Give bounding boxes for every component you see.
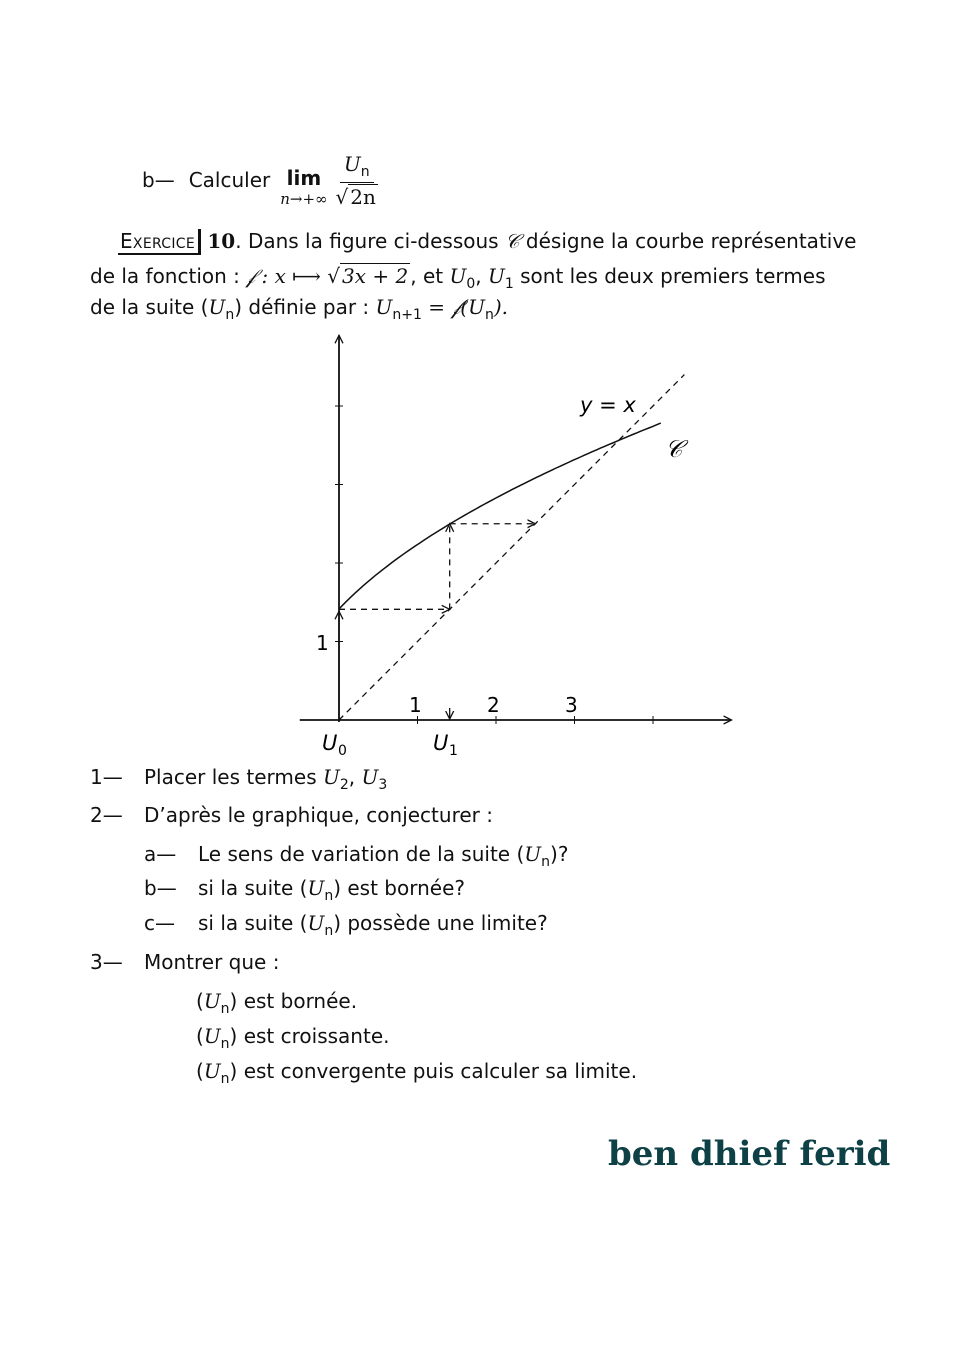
question-2b: b— si la suite $(U_n)$ est bornée? (144, 876, 465, 904)
identity-line (339, 375, 684, 720)
u1-term: $U_1$ (487, 264, 514, 292)
question-3 (90, 950, 279, 974)
function-radicand: 3x + 2 (342, 264, 409, 288)
u1-axis-label (433, 731, 458, 759)
exercise-line2-text-a: de la fonction : (90, 264, 247, 288)
recurrence-relation: $U_{n+1}$ = $𝒻(U_n)$. (375, 295, 509, 323)
q2-label: 2— (90, 803, 123, 827)
author-signature: ben dhief ferid (608, 1134, 891, 1174)
exercise-line-3 (90, 295, 508, 323)
question-3-item-1: $(U_n)$ est bornée. (196, 989, 358, 1017)
x-tick-label-2: 2 (487, 693, 500, 717)
fraction-denominator: √ 2n (335, 184, 376, 209)
y-tick-label-1: 1 (316, 631, 329, 655)
question-2c: c— si la suite $(U_n)$ possède une limite? (144, 911, 548, 939)
cobweb-figure (0, 320, 967, 780)
svg-text:U: U (322, 731, 338, 755)
exercise-line2-text-b: , et (410, 264, 450, 288)
identity-line-label: y = x (580, 393, 636, 417)
curve-path (339, 423, 661, 609)
axes (300, 335, 732, 722)
exercise-line-2: de la fonction : 𝒻 : x ⟼ √ 3x + 2 , et $U_0$, $U_1$ sont les deux premiers termes (90, 264, 826, 292)
exercise-line-1 (118, 229, 856, 255)
limit-word: lim (286, 166, 322, 190)
q2a-label: a— (144, 842, 177, 866)
function-symbol: 𝒻 (246, 264, 256, 288)
limit-subscript: n→+∞ (280, 190, 328, 208)
sequence-un: $U_n$ (208, 295, 235, 323)
function-mapping: : x ⟼ (255, 264, 328, 288)
limit-fraction (336, 152, 378, 209)
part-b-text: Calculer (188, 168, 271, 192)
question-3-item-3: $(U_n)$ est convergente puis calculer sa limite. (196, 1059, 638, 1087)
svg-text:1: 1 (449, 743, 458, 759)
exercise-badge: Exercice (118, 229, 201, 255)
q1-label: 1— (90, 765, 123, 789)
q3-label: 3— (90, 950, 123, 974)
identity-line-segment (339, 375, 684, 720)
q2b-label: b— (144, 876, 177, 900)
u2-term: $U_2$ (322, 765, 349, 793)
q3-text: Montrer que : (144, 950, 280, 974)
exercise-line3-text-a: de la suite ( (90, 295, 209, 319)
limit-operator (280, 166, 327, 208)
svg-text:U: U (433, 731, 449, 755)
part-b-line (142, 148, 378, 212)
fraction-numerator: $U_n$ (340, 152, 374, 183)
question-2a: a— Le sens de variation de la suite $(U_n)$? (144, 842, 569, 870)
exercise-line1-text-b: désigne la courbe représentative (519, 229, 857, 253)
part-b-label: b— (142, 168, 175, 192)
u3-term: $U_3$ (361, 765, 388, 793)
x-tick-label-3: 3 (565, 693, 578, 717)
exercise-line2-text-c: sont les deux premiers termes (513, 264, 826, 288)
svg-text:0: 0 (338, 743, 347, 759)
q2-text: D’après le graphique, conjecturer : (144, 803, 493, 827)
q2c-text: si la suite ( (198, 911, 308, 935)
q2b-text: si la suite ( (198, 876, 308, 900)
exercise-number: 10 (207, 229, 236, 253)
curve-symbol: 𝒞 (504, 229, 520, 253)
question-1: 1— Placer les termes $U_2$, $U_3$ (90, 765, 388, 793)
u0-term: $U_0$ (449, 264, 476, 292)
x-tick-label-1: 1 (409, 693, 422, 717)
curve-label: 𝒞 (665, 435, 683, 463)
question-2 (90, 803, 493, 827)
q2a-text: Le sens de variation de la suite ( (198, 842, 525, 866)
exercise-line3-text-b: ) définie par : (234, 295, 376, 319)
q1-text: Placer les termes (144, 765, 323, 789)
u0-axis-label (322, 731, 347, 759)
question-3-item-2: $(U_n)$ est croissante. (196, 1024, 390, 1052)
q2c-label: c— (144, 911, 175, 935)
function-curve (339, 423, 661, 609)
exercise-line1-text-a: . Dans la figure ci-dessous (235, 229, 505, 253)
